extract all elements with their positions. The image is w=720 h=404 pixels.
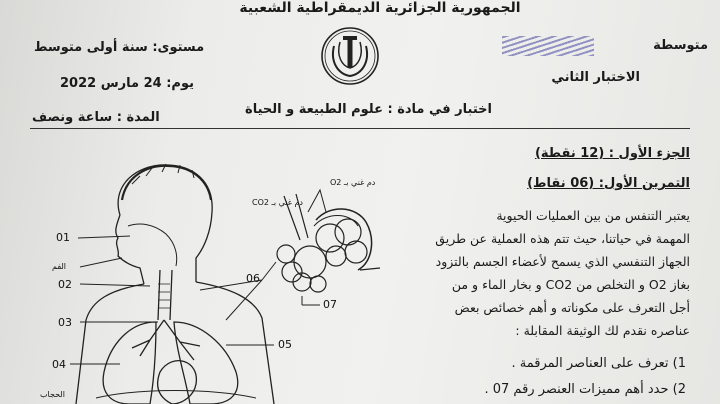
label-01: 01 xyxy=(56,231,70,244)
republic-title: الجمهورية الجزائرية الديمقراطية الشعبية xyxy=(239,0,521,16)
label-mouth: الفم xyxy=(52,262,67,271)
school-name: متوسطة xyxy=(653,38,708,53)
label-05: 05 xyxy=(278,338,292,351)
paragraph-line: أجل التعرف على مكوناته و أهم خصائص بعض xyxy=(454,300,690,315)
label-co2-blood: دم غني بـ CO2 xyxy=(252,198,303,207)
paragraph-line: بغاز O2 و التخلص من CO2 و بخار الماء و من xyxy=(451,277,690,292)
paragraph-line: عناصره نقدم لك الوثيقة المقابلة : xyxy=(515,323,690,338)
paragraph-line: يعتبر التنفس من بين العمليات الحيوية xyxy=(496,208,690,223)
head-outline xyxy=(118,165,212,282)
label-04: 04 xyxy=(52,358,66,371)
label-diaphragm: الحجاب xyxy=(40,390,65,399)
label-07: 07 xyxy=(323,298,337,311)
bronchi xyxy=(132,320,200,360)
level-label: مستوى: سنة أولى متوسط xyxy=(34,40,205,55)
heart xyxy=(158,361,197,404)
hair-outline xyxy=(122,166,211,200)
label-06: 06 xyxy=(246,272,260,285)
paragraph-line: الجهاز التنفسي الذي يسمح لأعضاء الجسم بالتزود xyxy=(435,254,690,269)
question-2: 2) حدد أهم مميزات العنصر رقم 07 . xyxy=(484,382,686,397)
question-1: 1) تعرف على العناصر المرقمة . xyxy=(511,356,686,371)
label-02: 02 xyxy=(58,278,72,291)
paragraph-line: المهمة في حياتنا، حيث تتم هذه العملية عن طريق xyxy=(435,231,690,246)
label-03: 03 xyxy=(58,316,72,329)
trachea xyxy=(158,270,172,320)
duration-label: المدة : ساعة ونصف xyxy=(32,110,160,125)
exam-title: الاختبار الثاني xyxy=(551,70,640,85)
subject-label: اختبار في مادة : علوم الطبيعة و الحياة xyxy=(245,102,492,117)
exercise-title: التمرين الأول: (06 نقاط) xyxy=(527,176,690,191)
date-label: يوم: 24 مارس 2022 xyxy=(60,76,194,91)
part-title: الجزء الأول : (12 نقطة) xyxy=(534,146,690,161)
label-o2-blood: دم غني بـ O2 xyxy=(330,178,376,187)
